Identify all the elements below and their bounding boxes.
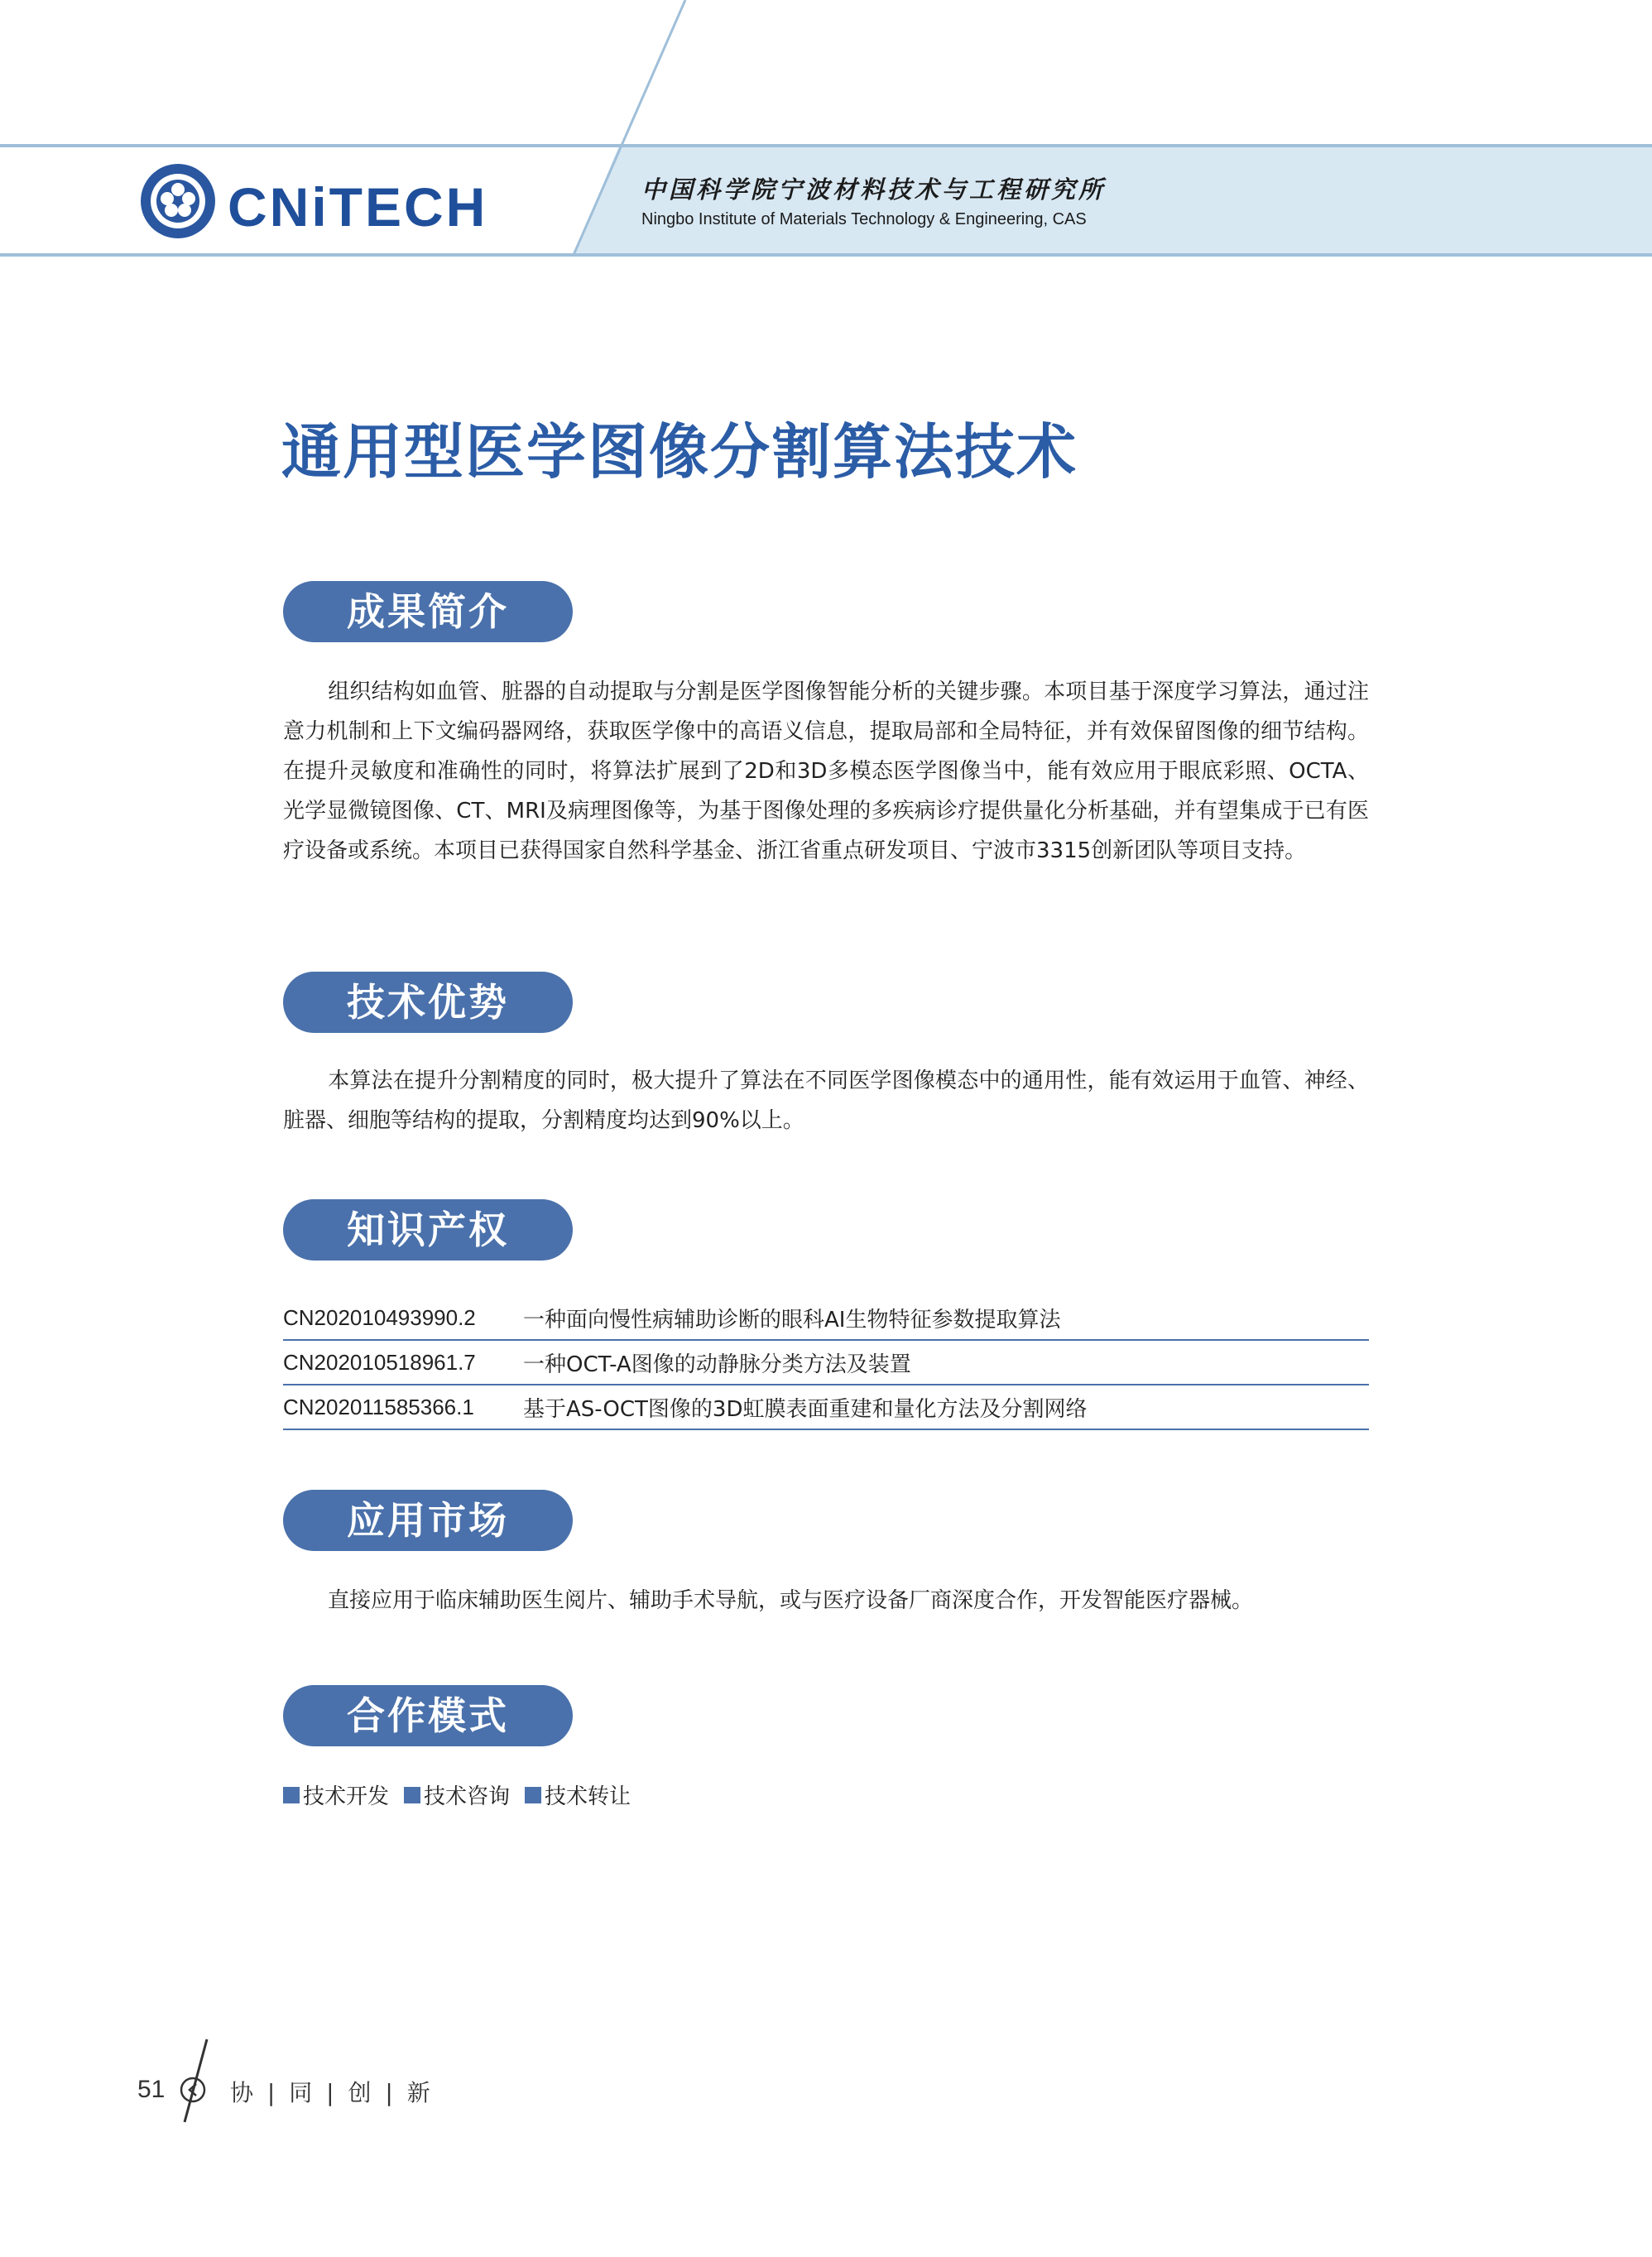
patent-number: CN202010518961.7 bbox=[283, 1349, 476, 1375]
logo-text: CNiTECH bbox=[228, 176, 488, 238]
page-title: 通用型医学图像分割算法技术 bbox=[281, 417, 1078, 487]
patent-title: 基于AS-OCT图像的3D虹膜表面重建和量化方法及分割网络 bbox=[523, 1396, 1088, 1422]
patent-title: 一种OCT-A图像的动静脉分类方法及装置 bbox=[523, 1352, 911, 1377]
list-item: 技术咨询 bbox=[404, 1779, 510, 1810]
list-item: 技术开发 bbox=[283, 1779, 389, 1810]
section-heading-advantage: 技术优势 bbox=[283, 972, 573, 1033]
intro-text: 组织结构如血管、脏器的自动提取与分割是医学图像智能分析的关键步骤。本项目基于深度学习算法，通过注意力机制和上下文编码器网络，获取医学像中的高语义信息，提取局部和全局特征，并有效保留图像的细节结构。在提升灵敏度和准确性的同时，将算法扩展到了2D和3D多模态医学图像当中，能有效应用于眼底彩照、OCTA、光学显微镜图像、CT、MRI及病理图像等，为基于图像处理的多疾病诊疗提供量化分析基础，并有望集成于已有医疗设备或系统。本项目已获得国家自然科学基金、浙江省重点研发项目、宁波市3315创新团队等项目支持。 bbox=[283, 680, 1369, 863]
advantage-text: 本算法在提升分割精度的同时，极大提升了算法在不同医学图像模态中的通用性，能有效运用于血管、神经、脏器、细胞等结构的提取，分割精度均达到90%以上。 bbox=[283, 1068, 1369, 1133]
cas-emblem-icon bbox=[139, 162, 217, 240]
table-row bbox=[283, 1385, 1369, 1430]
org-name-cn: 中国科学院宁波材料技术与工程研究所 bbox=[641, 175, 1107, 204]
bullet-square-icon bbox=[283, 1787, 300, 1803]
cooperation-list bbox=[283, 1779, 631, 1810]
patent-number: CN202011585366.1 bbox=[283, 1394, 474, 1419]
table-row bbox=[283, 1341, 1369, 1385]
intro-paragraph bbox=[283, 672, 1369, 871]
list-item: 技术转让 bbox=[525, 1779, 631, 1810]
page-number: 51 bbox=[137, 2076, 166, 2103]
table-row bbox=[283, 1296, 1369, 1341]
page-arc-icon bbox=[170, 2036, 219, 2127]
patent-title: 一种面向慢性病辅助诊断的眼科AI生物特征参数提取算法 bbox=[523, 1307, 1061, 1333]
section-heading-ip: 知识产权 bbox=[283, 1199, 573, 1261]
market-paragraph bbox=[283, 1581, 1369, 1621]
market-text: 直接应用于临床辅助医生阅片、辅助手术导航，或与医疗设备厂商深度合作，开发智能医疗器械。 bbox=[328, 1588, 1254, 1613]
advantage-paragraph bbox=[283, 1061, 1369, 1141]
patent-number: CN202010493990.2 bbox=[283, 1304, 476, 1330]
section-heading-cooperation: 合作模式 bbox=[283, 1685, 573, 1746]
section-heading-market: 应用市场 bbox=[283, 1490, 573, 1551]
bullet-square-icon bbox=[404, 1787, 420, 1803]
ip-table bbox=[283, 1296, 1369, 1430]
section-heading-intro: 成果简介 bbox=[283, 581, 573, 642]
bullet-square-icon bbox=[525, 1787, 541, 1803]
footer-slogan: 协 | 同 | 创 | 新 bbox=[230, 2079, 434, 2106]
org-name-en: Ningbo Institute of Materials Technology & Engineering, CAS bbox=[641, 210, 1087, 228]
